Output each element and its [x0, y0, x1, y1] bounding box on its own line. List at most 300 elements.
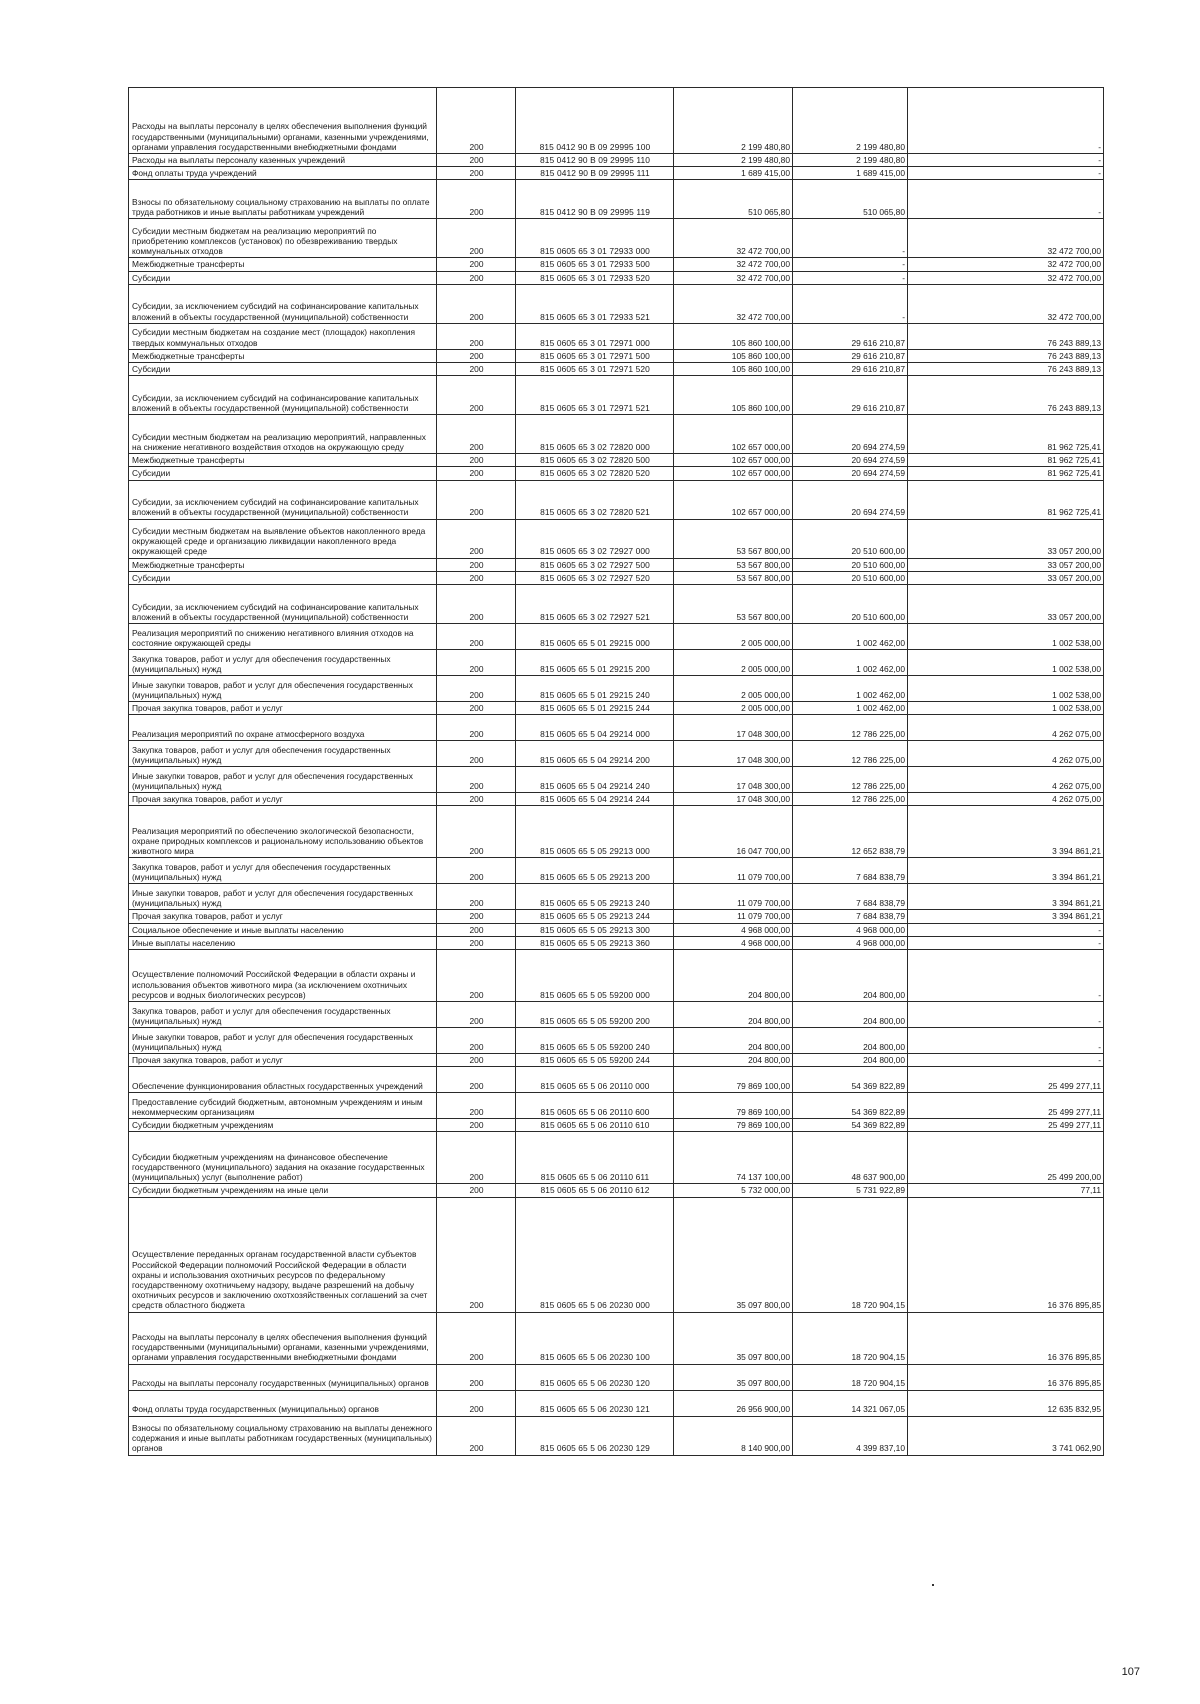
- row-executed: -: [793, 271, 908, 284]
- table-row: [129, 219, 1104, 258]
- row-kbk: 815 0605 65 5 05 59200 244: [516, 1054, 674, 1067]
- row-unexecuted: 3 394 861,21: [908, 858, 1104, 884]
- row-approved: 102 657 000,00: [674, 467, 793, 480]
- row-code: 200: [437, 585, 516, 624]
- row-kbk: 815 0605 65 5 06 20230 100: [516, 1312, 674, 1364]
- row-approved: 53 567 800,00: [674, 558, 793, 571]
- row-name: Субсидии, за исключением субсидий на софинансирование капитальных вложений в объекты государственной (муниципальной) собственности: [129, 480, 437, 519]
- row-name: Субсидии местным бюджетам на создание мест (площадок) накопления твердых коммунальных отходов: [129, 323, 437, 349]
- row-approved: 102 657 000,00: [674, 415, 793, 454]
- row-approved: 204 800,00: [674, 950, 793, 1002]
- row-code: 200: [437, 376, 516, 415]
- row-unexecuted: 4 262 075,00: [908, 767, 1104, 793]
- row-approved: 4 968 000,00: [674, 936, 793, 949]
- row-kbk: 815 0605 65 5 06 20110 611: [516, 1132, 674, 1184]
- row-unexecuted: 33 057 200,00: [908, 585, 1104, 624]
- row-approved: 204 800,00: [674, 1002, 793, 1028]
- row-code: 200: [437, 1312, 516, 1364]
- table-row: [129, 767, 1104, 793]
- row-unexecuted: -: [908, 180, 1104, 219]
- row-unexecuted: 1 002 538,00: [908, 676, 1104, 702]
- row-kbk: 815 0605 65 3 01 72971 521: [516, 376, 674, 415]
- row-approved: 35 097 800,00: [674, 1312, 793, 1364]
- row-kbk: 815 0605 65 3 02 72927 520: [516, 571, 674, 584]
- row-executed: 29 616 210,87: [793, 363, 908, 376]
- row-unexecuted: 3 741 062,90: [908, 1416, 1104, 1455]
- row-kbk: 815 0605 65 3 02 72820 520: [516, 467, 674, 480]
- row-approved: 4 968 000,00: [674, 923, 793, 936]
- row-unexecuted: 77,11: [908, 1184, 1104, 1197]
- row-executed: 2 199 480,80: [793, 154, 908, 167]
- row-unexecuted: 4 262 075,00: [908, 793, 1104, 806]
- row-kbk: 815 0605 65 3 01 72933 521: [516, 284, 674, 323]
- table-row: [129, 1002, 1104, 1028]
- table-row: [129, 1132, 1104, 1184]
- row-name: Субсидии местным бюджетам на реализацию мероприятий по приобретению комплексов (установок) по обезвреживанию твердых коммунальных отходов: [129, 219, 437, 258]
- row-kbk: 815 0605 65 5 01 29215 240: [516, 676, 674, 702]
- row-name: Иные закупки товаров, работ и услуг для обеспечения государственных (муниципальных) нужд: [129, 767, 437, 793]
- table-row: [129, 715, 1104, 741]
- row-approved: 204 800,00: [674, 1028, 793, 1054]
- row-kbk: 815 0605 65 3 02 72820 000: [516, 415, 674, 454]
- row-code: 200: [437, 271, 516, 284]
- row-approved: 17 048 300,00: [674, 767, 793, 793]
- row-code: 200: [437, 650, 516, 676]
- row-kbk: 815 0605 65 5 06 20230 120: [516, 1364, 674, 1390]
- row-executed: 7 684 838,79: [793, 884, 908, 910]
- row-executed: 18 720 904,15: [793, 1364, 908, 1390]
- row-name: Обеспечение функционирования областных государственных учреждений: [129, 1067, 437, 1093]
- row-approved: 79 869 100,00: [674, 1119, 793, 1132]
- row-executed: 54 369 822,89: [793, 1067, 908, 1093]
- row-executed: 1 002 462,00: [793, 702, 908, 715]
- row-name: Субсидии местным бюджетам на выявление объектов накопленного вреда окружающей среде и организацию ликвидации накопленного вреда окружающей среде: [129, 519, 437, 558]
- row-executed: 18 720 904,15: [793, 1197, 908, 1312]
- row-executed: 2 199 480,80: [793, 88, 908, 154]
- row-unexecuted: 33 057 200,00: [908, 571, 1104, 584]
- row-name: Иные закупки товаров, работ и услуг для обеспечения государственных (муниципальных) нужд: [129, 1028, 437, 1054]
- row-code: 200: [437, 676, 516, 702]
- row-kbk: 815 0605 65 5 06 20110 000: [516, 1067, 674, 1093]
- row-approved: 1 689 415,00: [674, 167, 793, 180]
- row-kbk: 815 0605 65 3 02 72820 521: [516, 480, 674, 519]
- row-name: Реализация мероприятий по обеспечению экологической безопасности, охране природных комплексов и рациональному использованию объектов животного мира: [129, 806, 437, 858]
- row-unexecuted: -: [908, 167, 1104, 180]
- table-row: [129, 1364, 1104, 1390]
- row-unexecuted: 1 002 538,00: [908, 702, 1104, 715]
- table-row: [129, 793, 1104, 806]
- row-executed: 12 652 838,79: [793, 806, 908, 858]
- row-code: 200: [437, 88, 516, 154]
- row-unexecuted: -: [908, 923, 1104, 936]
- table-row: [129, 376, 1104, 415]
- row-approved: 2 199 480,80: [674, 154, 793, 167]
- row-executed: 4 399 837,10: [793, 1416, 908, 1455]
- row-kbk: 815 0605 65 3 01 72971 520: [516, 363, 674, 376]
- table-row: [129, 1416, 1104, 1455]
- row-unexecuted: 3 394 861,21: [908, 884, 1104, 910]
- row-executed: 204 800,00: [793, 950, 908, 1002]
- table-row: [129, 1197, 1104, 1312]
- row-code: 200: [437, 1390, 516, 1416]
- row-executed: 510 065,80: [793, 180, 908, 219]
- row-kbk: 815 0605 65 5 05 59200 000: [516, 950, 674, 1002]
- row-code: 200: [437, 1067, 516, 1093]
- row-kbk: 815 0605 65 5 05 29213 244: [516, 910, 674, 923]
- row-unexecuted: 33 057 200,00: [908, 519, 1104, 558]
- row-kbk: 815 0605 65 5 06 20110 610: [516, 1119, 674, 1132]
- row-executed: 12 786 225,00: [793, 741, 908, 767]
- scan-speck: [932, 1584, 934, 1586]
- row-code: 200: [437, 923, 516, 936]
- row-approved: 105 860 100,00: [674, 349, 793, 362]
- table-row: [129, 676, 1104, 702]
- row-executed: 54 369 822,89: [793, 1119, 908, 1132]
- table-row: [129, 923, 1104, 936]
- row-name: Межбюджетные трансферты: [129, 558, 437, 571]
- row-unexecuted: 32 472 700,00: [908, 271, 1104, 284]
- table-row: [129, 363, 1104, 376]
- row-approved: 32 472 700,00: [674, 271, 793, 284]
- row-name: Предоставление субсидий бюджетным, автономным учреждениям и иным некоммерческим организациям: [129, 1093, 437, 1119]
- row-approved: 53 567 800,00: [674, 585, 793, 624]
- row-unexecuted: -: [908, 1028, 1104, 1054]
- row-unexecuted: 25 499 277,11: [908, 1067, 1104, 1093]
- row-approved: 35 097 800,00: [674, 1197, 793, 1312]
- row-name: Межбюджетные трансферты: [129, 349, 437, 362]
- row-unexecuted: 33 057 200,00: [908, 558, 1104, 571]
- table-row: [129, 1119, 1104, 1132]
- row-approved: 32 472 700,00: [674, 219, 793, 258]
- row-approved: 17 048 300,00: [674, 715, 793, 741]
- row-name: Взносы по обязательному социальному страхованию на выплаты денежного содержания и иные выплаты работникам государственных (муниципальных) органов: [129, 1416, 437, 1455]
- row-unexecuted: 25 499 200,00: [908, 1132, 1104, 1184]
- row-code: 200: [437, 571, 516, 584]
- table-row: [129, 806, 1104, 858]
- row-code: 200: [437, 624, 516, 650]
- row-name: Иные закупки товаров, работ и услуг для обеспечения государственных (муниципальных) нужд: [129, 884, 437, 910]
- row-kbk: 815 0605 65 5 06 20230 129: [516, 1416, 674, 1455]
- row-executed: 14 321 067,05: [793, 1390, 908, 1416]
- row-approved: 79 869 100,00: [674, 1093, 793, 1119]
- row-approved: 105 860 100,00: [674, 363, 793, 376]
- row-executed: 18 720 904,15: [793, 1312, 908, 1364]
- row-kbk: 815 0605 65 5 05 29213 360: [516, 936, 674, 949]
- row-name: Прочая закупка товаров, работ и услуг: [129, 702, 437, 715]
- table-row: [129, 519, 1104, 558]
- row-executed: 12 786 225,00: [793, 715, 908, 741]
- row-kbk: 815 0605 65 3 01 72933 520: [516, 271, 674, 284]
- row-code: 200: [437, 363, 516, 376]
- row-kbk: 815 0605 65 5 06 20110 600: [516, 1093, 674, 1119]
- row-approved: 204 800,00: [674, 1054, 793, 1067]
- row-unexecuted: 81 962 725,41: [908, 480, 1104, 519]
- row-code: 200: [437, 519, 516, 558]
- row-code: 200: [437, 349, 516, 362]
- row-unexecuted: 76 243 889,13: [908, 376, 1104, 415]
- row-approved: 79 869 100,00: [674, 1067, 793, 1093]
- row-kbk: 815 0412 90 В 09 29995 119: [516, 180, 674, 219]
- row-code: 200: [437, 1119, 516, 1132]
- row-kbk: 815 0605 65 5 05 59200 200: [516, 1002, 674, 1028]
- row-name: Субсидии бюджетным учреждениям на иные цели: [129, 1184, 437, 1197]
- row-code: 200: [437, 715, 516, 741]
- row-executed: 20 694 274,59: [793, 467, 908, 480]
- table-row: [129, 88, 1104, 154]
- table-row: [129, 454, 1104, 467]
- row-kbk: 815 0605 65 5 04 29214 200: [516, 741, 674, 767]
- row-executed: 204 800,00: [793, 1028, 908, 1054]
- row-unexecuted: 3 394 861,21: [908, 910, 1104, 923]
- row-name: Прочая закупка товаров, работ и услуг: [129, 1054, 437, 1067]
- row-kbk: 815 0605 65 5 04 29214 000: [516, 715, 674, 741]
- table-row: [129, 1067, 1104, 1093]
- table-row: [129, 284, 1104, 323]
- row-executed: 20 510 600,00: [793, 585, 908, 624]
- row-unexecuted: -: [908, 1002, 1104, 1028]
- row-executed: 48 637 900,00: [793, 1132, 908, 1184]
- row-approved: 35 097 800,00: [674, 1364, 793, 1390]
- row-approved: 2 005 000,00: [674, 650, 793, 676]
- row-kbk: 815 0605 65 3 02 72927 521: [516, 585, 674, 624]
- row-executed: 1 689 415,00: [793, 167, 908, 180]
- table-row: [129, 585, 1104, 624]
- row-name: Субсидии бюджетным учреждениям на финансовое обеспечение государственного (муниципального) задания на оказание государственных (муниципальных) услуг (выполнение работ): [129, 1132, 437, 1184]
- row-approved: 102 657 000,00: [674, 454, 793, 467]
- row-kbk: 815 0605 65 5 06 20110 612: [516, 1184, 674, 1197]
- row-name: Закупка товаров, работ и услуг для обеспечения государственных (муниципальных) нужд: [129, 1002, 437, 1028]
- row-unexecuted: 12 635 832,95: [908, 1390, 1104, 1416]
- row-code: 200: [437, 219, 516, 258]
- row-approved: 53 567 800,00: [674, 571, 793, 584]
- row-code: 200: [437, 936, 516, 949]
- row-executed: -: [793, 219, 908, 258]
- row-kbk: 815 0412 90 В 09 29995 100: [516, 88, 674, 154]
- row-unexecuted: 32 472 700,00: [908, 284, 1104, 323]
- table-row: [129, 467, 1104, 480]
- row-unexecuted: -: [908, 950, 1104, 1002]
- table-row: [129, 167, 1104, 180]
- row-kbk: 815 0605 65 5 04 29214 244: [516, 793, 674, 806]
- table-row: [129, 571, 1104, 584]
- table-row: [129, 415, 1104, 454]
- row-approved: 16 047 700,00: [674, 806, 793, 858]
- row-name: Реализация мероприятий по охране атмосферного воздуха: [129, 715, 437, 741]
- row-name: Субсидии: [129, 467, 437, 480]
- row-executed: 29 616 210,87: [793, 376, 908, 415]
- row-approved: 105 860 100,00: [674, 323, 793, 349]
- row-name: Прочая закупка товаров, работ и услуг: [129, 910, 437, 923]
- row-approved: 74 137 100,00: [674, 1132, 793, 1184]
- row-code: 200: [437, 167, 516, 180]
- row-name: Взносы по обязательному социальному страхованию на выплаты по оплате труда работников и иные выплаты работникам учреждений: [129, 180, 437, 219]
- row-code: 200: [437, 258, 516, 271]
- row-unexecuted: 16 376 895,85: [908, 1364, 1104, 1390]
- report-sheet: [128, 87, 1103, 1456]
- table-row: [129, 950, 1104, 1002]
- row-name: Субсидии: [129, 271, 437, 284]
- row-unexecuted: 4 262 075,00: [908, 741, 1104, 767]
- row-approved: 8 140 900,00: [674, 1416, 793, 1455]
- row-kbk: 815 0605 65 5 01 29215 200: [516, 650, 674, 676]
- table-row: [129, 349, 1104, 362]
- row-name: Социальное обеспечение и иные выплаты населению: [129, 923, 437, 936]
- row-approved: 11 079 700,00: [674, 858, 793, 884]
- row-approved: 5 732 000,00: [674, 1184, 793, 1197]
- row-executed: 7 684 838,79: [793, 858, 908, 884]
- row-name: Иные закупки товаров, работ и услуг для обеспечения государственных (муниципальных) нужд: [129, 676, 437, 702]
- row-kbk: 815 0605 65 3 02 72927 000: [516, 519, 674, 558]
- row-code: 200: [437, 1054, 516, 1067]
- row-name: Расходы на выплаты персоналу в целях обеспечения выполнения функций государственными (муниципальными) органами, казенными учреждениями, органами управления государственными внебюджетными фондами: [129, 1312, 437, 1364]
- row-code: 200: [437, 950, 516, 1002]
- row-approved: 2 005 000,00: [674, 676, 793, 702]
- table-body: [129, 88, 1104, 1456]
- row-kbk: 815 0605 65 3 01 72933 000: [516, 219, 674, 258]
- row-code: 200: [437, 1093, 516, 1119]
- table-row: [129, 258, 1104, 271]
- row-kbk: 815 0605 65 5 01 29215 244: [516, 702, 674, 715]
- row-name: Иные выплаты населению: [129, 936, 437, 949]
- row-code: 200: [437, 323, 516, 349]
- row-code: 200: [437, 884, 516, 910]
- row-name: Межбюджетные трансферты: [129, 454, 437, 467]
- row-executed: 4 968 000,00: [793, 923, 908, 936]
- row-executed: 204 800,00: [793, 1002, 908, 1028]
- row-code: 200: [437, 284, 516, 323]
- row-kbk: 815 0412 90 В 09 29995 110: [516, 154, 674, 167]
- row-kbk: 815 0605 65 3 01 72971 500: [516, 349, 674, 362]
- row-executed: 54 369 822,89: [793, 1093, 908, 1119]
- row-kbk: 815 0605 65 5 06 20230 000: [516, 1197, 674, 1312]
- row-executed: 20 510 600,00: [793, 558, 908, 571]
- table-row: [129, 910, 1104, 923]
- row-unexecuted: 76 243 889,13: [908, 363, 1104, 376]
- row-code: 200: [437, 467, 516, 480]
- table-row: [129, 271, 1104, 284]
- row-executed: 12 786 225,00: [793, 767, 908, 793]
- row-approved: 2 199 480,80: [674, 88, 793, 154]
- row-code: 200: [437, 558, 516, 571]
- row-approved: 26 956 900,00: [674, 1390, 793, 1416]
- row-code: 200: [437, 480, 516, 519]
- row-executed: 20 694 274,59: [793, 480, 908, 519]
- table-row: [129, 702, 1104, 715]
- row-executed: 1 002 462,00: [793, 676, 908, 702]
- table-row: [129, 154, 1104, 167]
- table-row: [129, 1093, 1104, 1119]
- table-row: [129, 624, 1104, 650]
- row-executed: 1 002 462,00: [793, 650, 908, 676]
- row-approved: 32 472 700,00: [674, 284, 793, 323]
- page-number: 107: [1121, 1666, 1140, 1678]
- row-unexecuted: 4 262 075,00: [908, 715, 1104, 741]
- row-name: Закупка товаров, работ и услуг для обеспечения государственных (муниципальных) нужд: [129, 650, 437, 676]
- row-executed: 20 510 600,00: [793, 519, 908, 558]
- row-code: 200: [437, 793, 516, 806]
- row-kbk: 815 0605 65 3 02 72927 500: [516, 558, 674, 571]
- row-kbk: 815 0605 65 5 05 59200 240: [516, 1028, 674, 1054]
- table-row: [129, 480, 1104, 519]
- table-row: [129, 936, 1104, 949]
- row-unexecuted: 81 962 725,41: [908, 467, 1104, 480]
- row-code: 200: [437, 180, 516, 219]
- table-row: [129, 1390, 1104, 1416]
- row-name: Субсидии, за исключением субсидий на софинансирование капитальных вложений в объекты государственной (муниципальной) собственности: [129, 376, 437, 415]
- row-executed: 4 968 000,00: [793, 936, 908, 949]
- row-code: 200: [437, 1132, 516, 1184]
- row-kbk: 815 0605 65 3 01 72971 000: [516, 323, 674, 349]
- row-code: 200: [437, 858, 516, 884]
- row-name: Расходы на выплаты персоналу в целях обеспечения выполнения функций государственными (муниципальными) органами, казенными учреждениями, органами управления государственными внебюджетными фондами: [129, 88, 437, 154]
- row-approved: 11 079 700,00: [674, 910, 793, 923]
- row-name: Межбюджетные трансферты: [129, 258, 437, 271]
- row-executed: 20 694 274,59: [793, 415, 908, 454]
- row-kbk: 815 0605 65 3 01 72933 500: [516, 258, 674, 271]
- row-approved: 105 860 100,00: [674, 376, 793, 415]
- row-code: 200: [437, 806, 516, 858]
- row-executed: 5 731 922,89: [793, 1184, 908, 1197]
- table-row: [129, 558, 1104, 571]
- row-kbk: 815 0605 65 5 05 29213 200: [516, 858, 674, 884]
- row-kbk: 815 0605 65 5 05 29213 300: [516, 923, 674, 936]
- table-row: [129, 650, 1104, 676]
- row-name: Осуществление полномочий Российской Федерации в области охраны и использования объектов животного мира (за исключением охотничьих ресурсов и водных биологических ресурсов): [129, 950, 437, 1002]
- row-name: Субсидии: [129, 363, 437, 376]
- row-unexecuted: -: [908, 1054, 1104, 1067]
- row-approved: 102 657 000,00: [674, 480, 793, 519]
- table-row: [129, 858, 1104, 884]
- row-approved: 510 065,80: [674, 180, 793, 219]
- row-unexecuted: 76 243 889,13: [908, 323, 1104, 349]
- row-name: Реализация мероприятий по снижению негативного влияния отходов на состояние окружающей среды: [129, 624, 437, 650]
- row-approved: 2 005 000,00: [674, 624, 793, 650]
- row-code: 200: [437, 702, 516, 715]
- row-code: 200: [437, 1416, 516, 1455]
- row-executed: 20 510 600,00: [793, 571, 908, 584]
- row-unexecuted: 16 376 895,85: [908, 1197, 1104, 1312]
- row-name: Субсидии местным бюджетам на реализацию мероприятий, направленных на снижение негативного воздействия отходов на окружающую среду: [129, 415, 437, 454]
- row-unexecuted: 81 962 725,41: [908, 454, 1104, 467]
- row-name: Расходы на выплаты персоналу казенных учреждений: [129, 154, 437, 167]
- row-code: 200: [437, 415, 516, 454]
- row-name: Прочая закупка товаров, работ и услуг: [129, 793, 437, 806]
- row-name: Закупка товаров, работ и услуг для обеспечения государственных (муниципальных) нужд: [129, 741, 437, 767]
- row-unexecuted: 76 243 889,13: [908, 349, 1104, 362]
- row-approved: 2 005 000,00: [674, 702, 793, 715]
- row-kbk: 815 0605 65 5 01 29215 000: [516, 624, 674, 650]
- row-name: Осуществление переданных органам государственной власти субъектов Российской Федерации полномочий Российской Федерации в области охраны и использования охотничьих ресурсов по федеральному государственному охотничьему надзору, выдаче разрешений на добычу охотничьих ресурсов и заключению охотхозяйственных соглашений за счет средств областного бюджета: [129, 1197, 437, 1312]
- row-code: 200: [437, 741, 516, 767]
- row-approved: 17 048 300,00: [674, 793, 793, 806]
- row-name: Субсидии: [129, 571, 437, 584]
- row-unexecuted: 16 376 895,85: [908, 1312, 1104, 1364]
- table-row: [129, 1054, 1104, 1067]
- row-kbk: 815 0605 65 5 05 29213 000: [516, 806, 674, 858]
- row-approved: 32 472 700,00: [674, 258, 793, 271]
- row-kbk: 815 0412 90 В 09 29995 111: [516, 167, 674, 180]
- row-name: Расходы на выплаты персоналу государственных (муниципальных) органов: [129, 1364, 437, 1390]
- row-code: 200: [437, 767, 516, 793]
- table-row: [129, 1312, 1104, 1364]
- row-name: Фонд оплаты труда государственных (муниципальных) органов: [129, 1390, 437, 1416]
- row-unexecuted: 3 394 861,21: [908, 806, 1104, 858]
- row-name: Субсидии бюджетным учреждениям: [129, 1119, 437, 1132]
- row-executed: 1 002 462,00: [793, 624, 908, 650]
- table-row: [129, 1184, 1104, 1197]
- row-unexecuted: 1 002 538,00: [908, 624, 1104, 650]
- row-unexecuted: -: [908, 936, 1104, 949]
